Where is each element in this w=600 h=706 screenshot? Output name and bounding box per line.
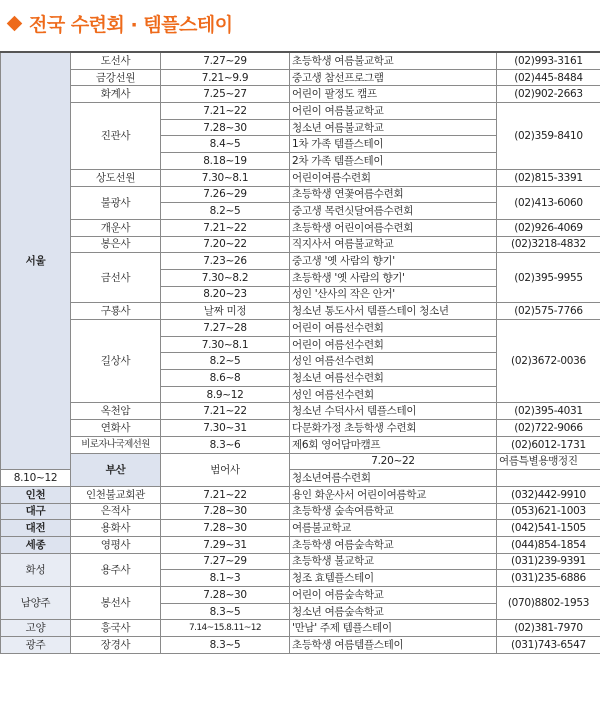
program-cell: 청소년 통도사서 템플스테이 청소년 [290,303,497,320]
date-cell: 7.28~30 [161,520,290,537]
phone-cell: (031)239-9391 [497,553,600,570]
date-cell: 7.21~22 [161,103,290,120]
program-cell: 청소년 수덕사서 템플스테이 [290,403,497,420]
temple-name: 금강선원 [71,69,161,86]
temple-name: 용화사 [71,520,161,537]
date-cell: 7.21~9.9 [161,69,290,86]
region-incheon: 인천 [1,486,71,503]
program-cell: 어린이 여름불교학교 [290,103,497,120]
temple-name: 영평사 [71,536,161,553]
table-row [1,186,600,203]
temple-name: 흥국사 [71,620,161,637]
date-cell: 7.23~26 [161,253,290,270]
phone-cell: (02)445-8484 [497,69,600,86]
program-cell: 청소년 여름선수련회 [290,370,497,387]
temple-name: 개운사 [71,219,161,236]
date-cell: 8.3~5 [161,603,290,620]
table-row [1,503,600,520]
phone-cell: (02)395-4031 [497,403,600,420]
region-gwangju: 광주 [1,637,71,654]
table-row [1,536,600,553]
program-cell: 초등학생 '옛 사람의 향기' [290,269,497,286]
date-cell: 8.2~5 [161,203,290,220]
program-cell: 초등학생 불교학교 [290,553,497,570]
temple-name: 상도선원 [71,169,161,186]
program-cell: 성인 '산사의 작은 안거' [290,286,497,303]
program-cell: 청조 효템플스테이 [290,570,497,587]
date-cell: 8.20~23 [161,286,290,303]
table-row [1,486,600,503]
region-goyang: 고양 [1,620,71,637]
phone-cell: (02)3672-0036 [497,320,600,403]
date-cell: 7.20~22 [161,236,290,253]
date-cell: 7.21~22 [161,403,290,420]
program-cell: 어린이 팔정도 캠프 [290,86,497,103]
date-cell: 7.30~8.2 [161,269,290,286]
temple-name: 은적사 [71,503,161,520]
program-cell: 어린이 여름선수련회 [290,320,497,337]
date-cell: 날짜 미정 [161,303,290,320]
phone-cell: (02)413-6060 [497,186,600,219]
date-cell: 7.27~29 [161,553,290,570]
program-cell: 용인 화운사서 어린이여름학교 [290,486,497,503]
date-cell: 8.6~8 [161,370,290,387]
table-row [1,86,600,103]
table-row [1,436,600,453]
phone-cell: (02)359-8410 [497,103,600,170]
date-cell: 8.3~5 [161,637,290,654]
date-cell: 7.28~30 [161,119,290,136]
temple-name: 화계사 [71,86,161,103]
program-cell: 다문화가정 초등학생 수련회 [290,420,497,437]
temple-name: 진관사 [71,103,161,170]
program-cell: 초등학생 숲속여름학교 [290,503,497,520]
program-cell: 1차 가족 템플스테이 [290,136,497,153]
date-cell: 8.4~5 [161,136,290,153]
program-cell: 중고생 목련싯달여름수련회 [290,203,497,220]
section-title-bar [0,0,600,46]
region-sejong: 세종 [1,536,71,553]
temple-name: 비로자나국제선원 [71,436,161,453]
temple-name: 인천불교회관 [71,486,161,503]
region-seoul: 서울 [1,52,71,470]
program-cell: 초등학생 연꽃여름수련회 [290,186,497,203]
region-hwaseong: 화성 [1,553,71,586]
temple-name: 옥천암 [71,403,161,420]
temple-name: 봉선사 [71,587,161,620]
table-row [1,219,600,236]
temple-name: 봉은사 [71,236,161,253]
table-row [1,303,600,320]
program-cell: 어린이여름수련회 [290,169,497,186]
program-cell: 여름특별용맹정진 [497,453,600,470]
region-namyangju: 남양주 [1,587,71,620]
program-cell: 중고생 '옛 사람의 향기' [290,253,497,270]
phone-cell: (02)575-7766 [497,303,600,320]
date-cell: 7.21~22 [161,486,290,503]
table-row [1,403,600,420]
phone-cell: (02)815-3391 [497,169,600,186]
phone-cell: (02)381-7970 [497,620,600,637]
date-cell: 7.30~8.1 [161,169,290,186]
date-cell: 8.3~6 [161,436,290,453]
region-daegu: 대구 [1,503,71,520]
date-cell: 8.1~3 [161,570,290,587]
phone-cell: (032)442-9910 [497,486,600,503]
date-cell: 7.27~29 [161,52,290,69]
program-cell: 초등학생 여름숲속학교 [290,536,497,553]
table-row [1,236,600,253]
phone-cell: (02)722-9066 [497,420,600,437]
program-cell: 제6회 영어담마캠프 [290,436,497,453]
temple-name: 용주사 [71,553,161,586]
temple-schedule-table [0,51,600,654]
program-cell: '만남' 주제 템플스테이 [290,620,497,637]
table-row [1,320,600,337]
date-cell: 7.14~15.8.11~12 [161,620,290,637]
program-cell: 중고생 참선프로그램 [290,69,497,86]
program-cell: 초등학생 어린이여름수련회 [290,219,497,236]
program-cell: 어린이 여름선수련회 [290,336,497,353]
temple-name: 금선사 [71,253,161,303]
program-cell: 초등학생 여름불교학교 [290,52,497,69]
table-row [1,169,600,186]
program-cell: 어린이 여름숲속학교 [290,587,497,604]
table-row [1,553,600,570]
date-cell: 7.26~29 [161,186,290,203]
table-row [1,637,600,654]
temple-name: 범어사 [161,453,290,486]
date-cell: 7.29~31 [161,536,290,553]
phone-cell: (02)993-3161 [497,52,600,69]
date-cell: 8.18~19 [161,153,290,170]
table-row [1,103,600,120]
table-row [1,420,600,437]
date-cell: 7.25~27 [161,86,290,103]
phone-cell: (053)621-1003 [497,503,600,520]
program-cell: 성인 여름선수련회 [290,386,497,403]
phone-cell: (031)743-6547 [497,637,600,654]
program-cell: 청소년 여름불교학교 [290,119,497,136]
date-cell: 8.9~12 [161,386,290,403]
table-row [1,69,600,86]
date-cell: 7.27~28 [161,320,290,337]
temple-name: 불광사 [71,186,161,219]
date-cell: 8.2~5 [161,353,290,370]
date-cell: 7.20~22 [290,453,497,470]
date-cell: 7.28~30 [161,503,290,520]
diamond-bullet-icon [7,15,23,31]
program-cell: 청소년여름수련회 [290,470,497,487]
program-cell: 청소년 여름숲속학교 [290,603,497,620]
page-title: 전국 수련회 · 템플스테이 [29,13,233,36]
program-cell: 성인 여름선수련회 [290,353,497,370]
table-row [1,453,600,470]
temple-name: 길상사 [71,320,161,403]
table-row [1,520,600,537]
date-cell: 7.21~22 [161,219,290,236]
phone-cell: (02)3218-4832 [497,236,600,253]
table-row [1,52,600,69]
date-cell: 7.28~30 [161,587,290,604]
phone-cell: (02)6012-1731 [497,436,600,453]
date-cell: 7.30~8.1 [161,336,290,353]
date-cell: 7.30~31 [161,420,290,437]
table-row [1,620,600,637]
date-cell: 8.10~12 [1,470,71,487]
phone-cell: (031)235-6886 [497,570,600,587]
table-row [1,587,600,604]
temple-name: 구룡사 [71,303,161,320]
temple-name: 장경사 [71,637,161,654]
region-busan: 부산 [71,453,161,486]
phone-cell: (042)541-1505 [497,520,600,537]
table-row [1,253,600,270]
program-cell: 2차 가족 템플스테이 [290,153,497,170]
temple-name: 연화사 [71,420,161,437]
phone-cell: (044)854-1854 [497,536,600,553]
phone-cell: (02)395-9955 [497,253,600,303]
region-daejeon: 대전 [1,520,71,537]
temple-name: 도선사 [71,52,161,69]
program-cell: 초등학생 여름템플스테이 [290,637,497,654]
phone-cell: (02)902-2663 [497,86,600,103]
program-cell: 직지사서 여름불교학교 [290,236,497,253]
program-cell: 여름불교학교 [290,520,497,537]
phone-cell: (070)8802-1953 [497,587,600,620]
phone-cell: (02)926-4069 [497,219,600,236]
